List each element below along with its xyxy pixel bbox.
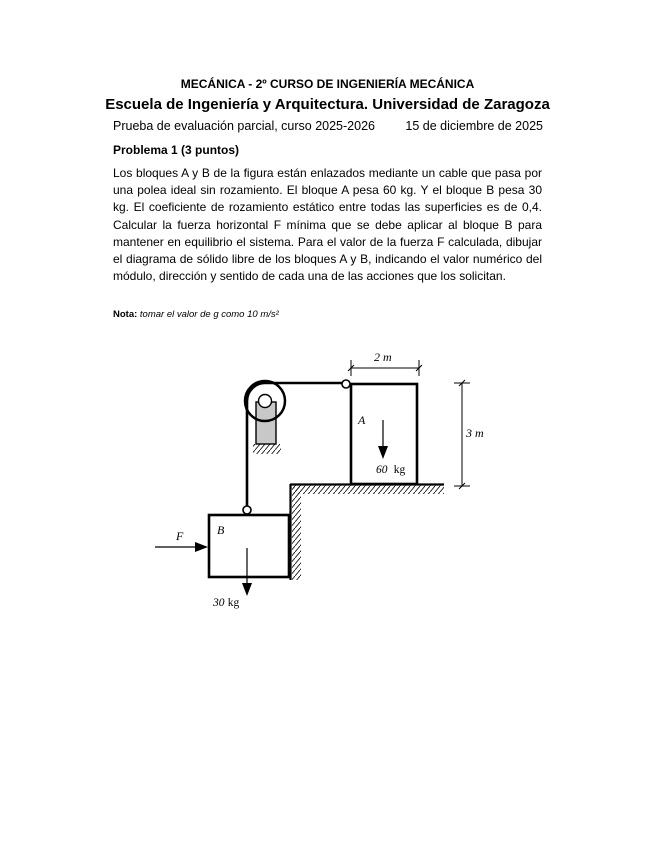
cable-joint-b <box>243 506 251 514</box>
force-label: F <box>176 529 184 543</box>
block-a-mass-unit: kg <box>393 464 406 476</box>
pulley-support-hatch <box>253 444 281 454</box>
cable-joint-a <box>342 380 350 388</box>
dimension-width-label: 2 m <box>374 350 392 364</box>
problem-statement: Los bloques A y B de la figura están enlazados mediante un cable que pasa por una polea ideal sin rozamiento. El bloque A pesa 60 kg. Y el bloque B pesa 30 kg. El coeficiente de rozamiento estático entre todas las superficies es de 0,4. Calcular la fuerza horizontal F mínima que se debe aplicar al bloque B para mantener en equilibrio el sistema. Para el valor de la fuerza F calculada, dibujar el diagrama de sólido libre de los bloques A y B, indicando el valor numérico del módulo, dirección y sentido de cada una de las acciones que los solicitan. <box>113 166 542 284</box>
exam-name: Prueba de evaluación parcial, curso 2025-2026 <box>113 119 375 133</box>
block-b-mass-unit: kg <box>227 597 240 609</box>
dimension-height-label: 3 m <box>466 426 484 440</box>
school-title: Escuela de Ingeniería y Arquitectura. Universidad de Zaragoza <box>105 96 550 113</box>
block-b-mass <box>212 597 239 609</box>
block-a-mass-value: 60 <box>376 464 388 476</box>
block-b-mass-value: 30 <box>213 597 225 609</box>
course-title: MECÁNICA - 2º CURSO DE INGENIERÍA MECÁNICA <box>180 77 475 91</box>
force-arrow-f <box>155 542 208 552</box>
note-label: Nota: <box>113 309 138 320</box>
wall-surface <box>291 484 302 580</box>
pulley-axle <box>259 395 272 408</box>
exam-date: 15 de diciembre de 2025 <box>405 119 543 133</box>
pulley-support <box>256 402 276 444</box>
note-text: tomar el valor de g como 10 m/s² <box>139 309 279 320</box>
ground-surface <box>290 485 444 495</box>
block-b-label: B <box>217 523 225 537</box>
problem-title: Problema 1 (3 puntos) <box>113 143 240 157</box>
block-a-label: A <box>358 413 366 427</box>
